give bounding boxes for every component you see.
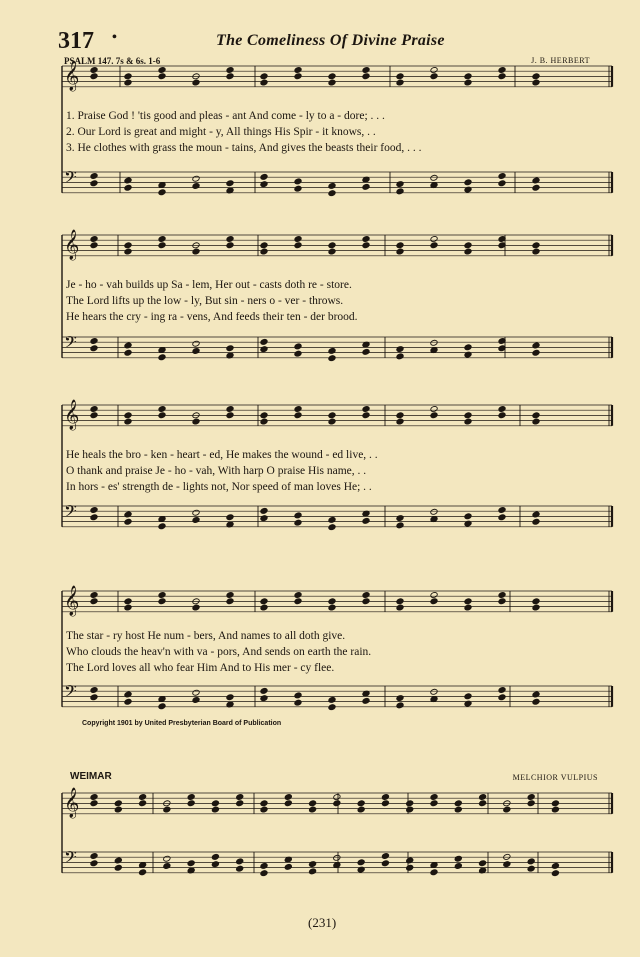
hymn-mark: •	[112, 30, 117, 45]
svg-text:𝄞: 𝄞	[64, 788, 80, 818]
lyric-line: Je - ho - vah builds up Sa - lem, Her out - casts doth re - store.	[66, 279, 352, 291]
lyric-line: The Lord lifts up the low - ly, But sin - ners o - ver - throws.	[66, 295, 344, 307]
lyric-line: 1. Praise God ! 'tis good and pleas - ant And come - ly to a - dore; . . .	[66, 110, 385, 122]
lyric-line: The Lord loves all who fear Him And to His mer - cy flee.	[66, 662, 335, 674]
svg-text:𝄢: 𝄢	[64, 332, 77, 356]
svg-text:𝄢: 𝄢	[64, 501, 77, 525]
svg-text:𝄢: 𝄢	[64, 681, 77, 705]
lyric-line: He hears the cry - ing ra - vens, And feeds their ten - der brood.	[66, 311, 358, 323]
lyric-line: O thank and praise Je - ho - vah, With harp O praise His name, . .	[66, 465, 367, 477]
lyric-line: 2. Our Lord is great and might - y, All things His Spir - it knows, . .	[66, 126, 376, 138]
alt-tune-name: WEIMAR	[70, 771, 112, 782]
svg-text:𝄢: 𝄢	[64, 167, 77, 191]
svg-text:𝄞: 𝄞	[64, 230, 80, 260]
alt-tune-composer: MELCHIOR VULPIUS	[512, 773, 598, 782]
svg-text:𝄞: 𝄞	[64, 586, 80, 616]
lyric-line: Who clouds the heav'n with va - pors, And sends on earth the rain.	[66, 646, 372, 658]
page-number: (231)	[308, 915, 337, 930]
svg-text:𝄢: 𝄢	[64, 847, 77, 871]
hymn-number: 317	[58, 28, 94, 54]
copyright-notice: Copyright 1901 by United Presbyterian Board of Publication	[82, 720, 282, 727]
svg-text:𝄞: 𝄞	[64, 61, 80, 91]
lyric-line: The star - ry host He num - bers, And names to all doth give.	[66, 630, 346, 642]
lyric-line: He heals the bro - ken - heart - ed, He makes the wound - ed live, . .	[66, 449, 378, 461]
lyric-line: In hors - es' strength de - lights not, Nor speed of man loves He; . .	[66, 481, 372, 493]
lyric-line: 3. He clothes with grass the moun - tains, And gives the beasts their food, . . .	[66, 142, 422, 154]
svg-text:𝄞: 𝄞	[64, 400, 80, 430]
hymn-title: The Comeliness Of Divine Praise	[216, 32, 445, 49]
psalm-reference: PSALM 147. 7s & 6s. 1-6	[64, 56, 161, 66]
composer-credit: J. B. HERBERT	[531, 56, 590, 65]
